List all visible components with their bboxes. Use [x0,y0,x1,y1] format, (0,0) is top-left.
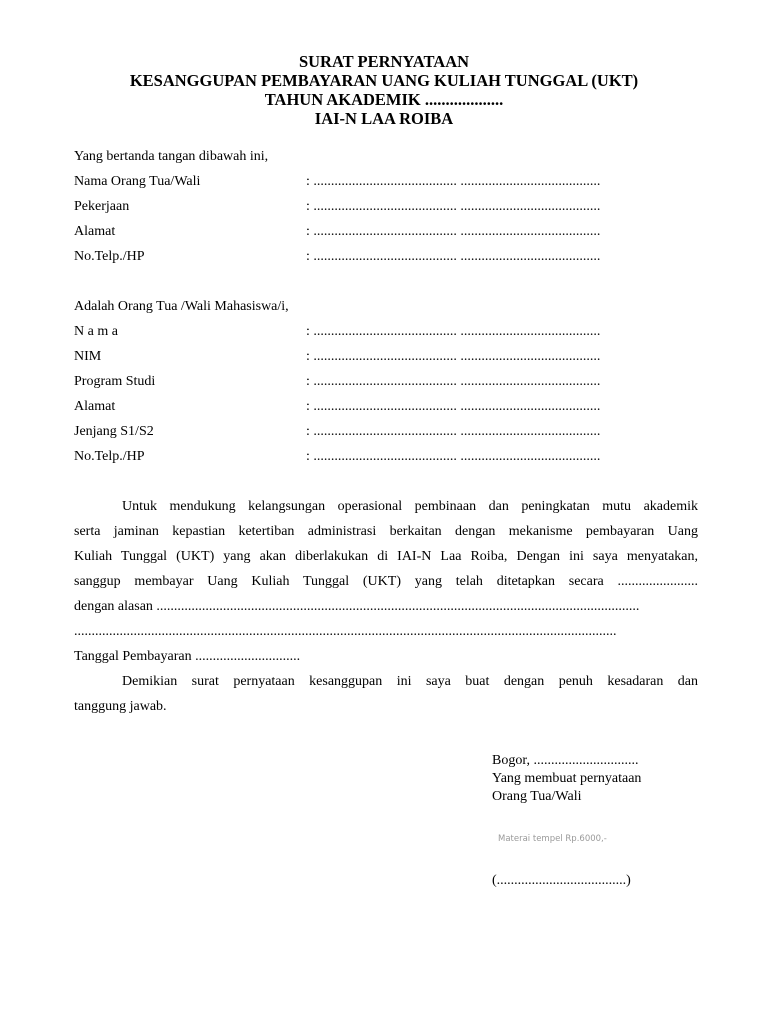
payment-date: Tanggal Pembayaran .............................. [74,649,301,664]
title-line-4: IAI-N LAA ROIBA [314,109,454,128]
signature-maker: Yang membuat pernyataan [492,771,642,786]
field-value: : ......................................... ........................................ [306,249,601,264]
parent-field-occupation [74,199,694,219]
field-label: Program Studi [74,374,156,389]
field-value: : ......................................... ........................................ [306,174,601,189]
closing-line: tanggung jawab. [74,699,167,714]
field-value: : ......................................... ........................................ [306,424,601,439]
field-value: : ......................................... ........................................ [306,449,601,464]
title-line-3: TAHUN AKADEMIK ................... [264,90,504,109]
field-value: : ......................................... ........................................ [306,349,601,364]
signature-name-line: (.....................................) [492,873,631,888]
parent-field-name [74,174,694,194]
field-label: Pekerjaan [74,199,130,214]
field-label: Nama Orang Tua/Wali [74,174,201,189]
statement-line: Kuliah Tunggal (UKT) yang akan diberlakukan di IAI-N Laa Roiba, Dengan ini saya menyatakan, [74,549,698,564]
field-value: : ......................................... ........................................ [306,324,601,339]
student-field-address [74,399,694,419]
statement-line: dengan alasan .......................................................................................................................................... [74,599,640,614]
parent-field-phone [74,249,694,269]
title-line-2: KESANGGUPAN PEMBAYARAN UANG KULIAH TUNGGAL (UKT) [129,71,639,90]
statement-paragraph [74,494,698,719]
statement-line: ........................................................................................................................................................... [74,624,617,639]
field-label: Alamat [74,399,116,414]
closing-line: Demikian surat pernyataan kesanggupan ini saya buat dengan penuh kesadaran dan [122,674,698,689]
student-field-nim [74,349,694,369]
student-field-phone [74,449,694,469]
stamp-note: Materai tempel Rp.6000,- [498,834,607,844]
field-value: : ......................................... ........................................ [306,199,601,214]
field-value: : ......................................... ........................................ [306,224,601,239]
field-label: No.Telp./HP [74,449,145,464]
field-label: NIM [74,349,102,364]
statement-line: sanggup membayar Uang Kuliah Tunggal (UKT) yang telah ditetapkan secara ....................... [74,574,698,589]
student-field-name [74,324,694,344]
statement-line: serta jaminan kepastian ketertiban administrasi berkaitan dengan mekanisme pembayaran Uang [74,524,698,539]
title-line-1: SURAT PERNYATAAN [298,52,470,71]
field-value: : ......................................... ........................................ [306,374,601,389]
signature-role: Orang Tua/Wali [492,789,582,804]
field-label: No.Telp./HP [74,249,145,264]
statement-line: Untuk mendukung kelangsungan operasional pembinaan dan peningkatan mutu akademik [122,499,698,514]
document-title [0,52,768,128]
field-value: : ......................................... ........................................ [306,399,601,414]
field-label: Alamat [74,224,116,239]
parent-field-address [74,224,694,244]
field-label: Jenjang S1/S2 [74,424,154,439]
signature-block [492,752,641,806]
student-field-level [74,424,694,444]
signature-place-date: Bogor, .............................. [492,753,639,768]
student-intro: Adalah Orang Tua /Wali Mahasiswa/i, [74,299,289,314]
parent-intro: Yang bertanda tangan dibawah ini, [74,149,269,164]
field-label: N a m a [74,324,118,339]
student-field-program [74,374,694,394]
